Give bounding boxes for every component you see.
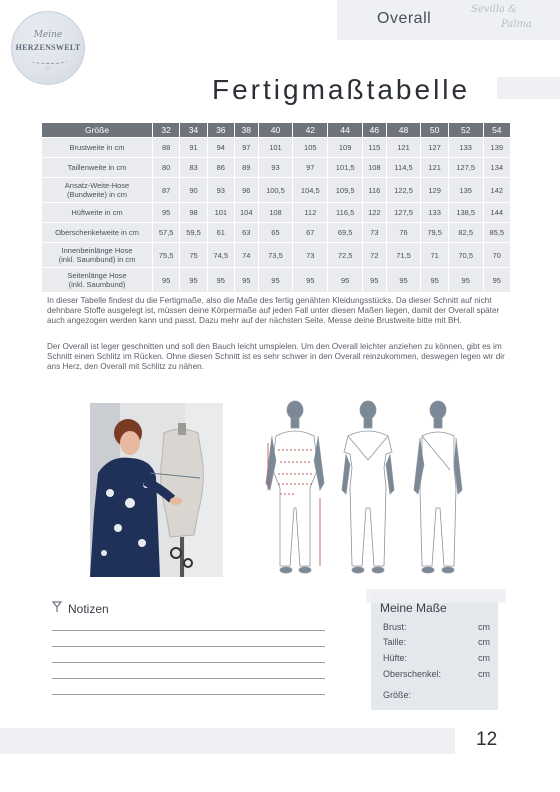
table-cell: 108 [259,203,293,222]
table-cell: 75,5 [153,243,179,267]
table-cell: 65 [259,223,293,242]
table-cell: 134 [484,158,510,177]
slit-paragraph: Der Overall ist leger geschnitten und soll den Bauch leicht umspielen. Um den Overall leichter anziehen zu können, gibt es im Schnitt einen Schlitz im Rücken. Ohne diesen Schnitt ist es sehr schwer in den Overall reinzukommen, deswegen legen wir dir ans Herz, den Overall mit Schlitz zu nähen. [47,342,505,372]
table-cell: 138,5 [449,203,483,222]
table-cell: 59,5 [180,223,206,242]
size-header: 52 [449,123,483,137]
table-cell: 91 [180,138,206,157]
size-header: 54 [484,123,510,137]
table-cell: 101,5 [328,158,362,177]
row-label-line: Innenbeinlänge Hose [61,246,133,255]
table-cell: 101 [208,203,234,222]
table-cell: 69,5 [328,223,362,242]
measurement-row[interactable] [383,669,490,679]
table-cell: 76 [387,223,421,242]
table-cell: 114,5 [387,158,421,177]
table-cell: 95 [363,268,386,292]
row-label-line: Oberschenkelweite in cm [55,228,139,237]
table-cell: 97 [293,158,327,177]
table-cell: 96 [235,178,258,202]
table-cell: 112 [293,203,327,222]
sewing-photo-graphic [90,403,223,577]
note-line[interactable] [52,662,325,663]
table-body [42,138,510,292]
table-cell: 127,5 [387,203,421,222]
table-cell: 104,5 [293,178,327,202]
table-cell: 72,5 [328,243,362,267]
front-figure [342,401,394,573]
row-label-line: Seitenlänge Hose [67,271,127,280]
note-line[interactable] [52,678,325,679]
note-line[interactable] [52,630,325,631]
table-cell: 95 [387,268,421,292]
brand-logo [11,11,85,85]
measurement-row[interactable] [383,622,490,632]
notes-header [52,601,109,616]
finished-measurements-table [41,122,511,293]
measurement-unit: cm [478,669,490,679]
heart-icon: ♡ [44,65,52,73]
table-cell: 67 [293,223,327,242]
overall-figure-drawings [258,398,473,578]
size-header: 36 [208,123,234,137]
table-cell: 90 [180,178,206,202]
table-cell: 95 [235,268,258,292]
table-cell: 97 [235,138,258,157]
table-cell: 70 [484,243,510,267]
row-label [42,243,152,267]
note-line[interactable] [52,646,325,647]
measurement-label: Größe: [383,690,412,700]
measurement-row[interactable] [383,637,490,647]
logo-line-1: Meine [33,30,63,40]
measurement-row[interactable] [383,690,490,700]
table-row [42,158,510,177]
size-header: 44 [328,123,362,137]
logo-dash [30,58,68,64]
table-cell: 73 [293,243,327,267]
table-cell: 74,5 [208,243,234,267]
table-cell: 116,5 [328,203,362,222]
table-cell: 127,5 [449,158,483,177]
row-label-line: Ansatz-Weite-Hose [64,181,130,190]
measurement-label: Oberschenkel: [383,669,442,679]
table-cell: 95 [421,268,447,292]
size-header: 46 [363,123,386,137]
size-header: 40 [259,123,293,137]
table-cell: 115 [363,138,386,157]
table-cell: 95 [293,268,327,292]
table-cell: 127 [421,138,447,157]
sewing-photo [90,403,223,577]
row-label [42,268,152,292]
table-cell: 63 [235,223,258,242]
intro-paragraph: In dieser Tabelle findest du die Fertigmaße, also die Maße des fertig genähten Kleidungsstücks. Da dieser Schnitt auf nicht dehnbare Stoffe ausgelegt ist, müssen deine Körpermaße auf jeden Fall unter diesen Maßen liegen, damit der Overall später auch angezogen werden kann und passt. Dazu mehr auf der nächsten Seite. Messe deine Brustweite bitte mit BH. [47,296,500,326]
table-cell: 100,5 [259,178,293,202]
size-header: 34 [180,123,206,137]
table-cell: 133 [449,138,483,157]
title-accent-bar [497,77,560,99]
table-cell: 80 [153,158,179,177]
header-panel [337,0,560,40]
table-cell: 142 [484,178,510,202]
table-cell: 70,5 [449,243,483,267]
row-label [42,178,152,202]
row-label [42,138,152,157]
size-column-header: Größe [42,123,152,137]
pattern-name: Overall [377,10,432,27]
table-cell: 116 [363,178,386,202]
back-figure [414,401,462,573]
variant-sevilla: Sevilla & [471,4,518,15]
notes-title: Notizen [68,602,109,616]
measurement-unit: cm [478,653,490,663]
notes-section [52,601,109,616]
table-cell: 83 [180,158,206,177]
table-cell: 93 [208,178,234,202]
table-cell: 139 [484,138,510,157]
table-cell: 95 [180,268,206,292]
table-cell: 57,5 [153,223,179,242]
table-row [42,178,510,202]
table-cell: 95 [153,268,179,292]
table-cell: 75 [180,243,206,267]
table-cell: 121 [387,138,421,157]
row-label [42,223,152,242]
table-cell: 73 [363,223,386,242]
table-cell: 95 [208,268,234,292]
size-header: 42 [293,123,327,137]
table-cell: 95 [484,268,510,292]
page-number: 12 [476,729,498,750]
table-cell: 74 [235,243,258,267]
row-label-line: (inkl. Saumbund) in cm [58,255,136,264]
table-cell: 108 [363,158,386,177]
variant-palma: Palma [501,19,532,30]
table-cell: 61 [208,223,234,242]
measurement-row[interactable] [383,653,490,663]
logo-line-2: HERZENSWELT [15,43,81,52]
table-cell: 101 [259,138,293,157]
table-cell: 95 [449,268,483,292]
note-line[interactable] [52,694,325,695]
table-row [42,268,510,292]
table-cell: 135 [449,178,483,202]
table-cell: 109 [328,138,362,157]
my-measurements-card [372,594,497,709]
table-cell: 95 [328,268,362,292]
size-header: 32 [153,123,179,137]
table-cell: 72 [363,243,386,267]
footer-bar [0,728,455,754]
measurement-label: Brust: [383,622,407,632]
table-cell: 129 [421,178,447,202]
pattern-variants [471,2,532,32]
table-cell: 144 [484,203,510,222]
table-row [42,203,510,222]
table-cell: 88 [153,138,179,157]
row-label [42,158,152,177]
table-cell: 71 [421,243,447,267]
row-label-line: (Bundweite) in cm [66,190,128,199]
table-cell: 122,5 [387,178,421,202]
table-cell: 89 [235,158,258,177]
table-cell: 95 [153,203,179,222]
row-label-line: (inkl. Saumbund) [68,280,126,289]
measurements-title: Meine Maße [380,601,447,615]
page-title: Fertigmaßtabelle [212,74,471,105]
figure-illustrations [258,398,473,578]
row-label-line: Hüftweite in cm [71,208,123,217]
measurement-label: Hüfte: [383,653,408,663]
table-row [42,243,510,267]
measurement-unit: cm [478,637,490,647]
pin-icon [52,601,64,616]
measurement-label: Taille: [383,637,407,647]
table-cell: 71,5 [387,243,421,267]
table-cell: 121 [421,158,447,177]
table-cell: 93 [259,158,293,177]
row-label-line: Taillenweite in cm [67,163,127,172]
measured-figure [266,401,324,573]
table-cell: 79,5 [421,223,447,242]
table-cell: 105 [293,138,327,157]
table-cell: 104 [235,203,258,222]
table-row [42,223,510,242]
table-cell: 109,5 [328,178,362,202]
table-cell: 85,5 [484,223,510,242]
table-cell: 87 [153,178,179,202]
table-cell: 73,5 [259,243,293,267]
table-row [42,138,510,157]
table-cell: 95 [259,268,293,292]
table-cell: 82,5 [449,223,483,242]
table-cell: 94 [208,138,234,157]
row-label [42,203,152,222]
measurement-unit: cm [478,622,490,632]
table-header-row [42,123,510,137]
table-cell: 98 [180,203,206,222]
size-header: 38 [235,123,258,137]
table-cell: 133 [421,203,447,222]
size-header: 48 [387,123,421,137]
size-header: 50 [421,123,447,137]
table-cell: 122 [363,203,386,222]
table-cell: 86 [208,158,234,177]
row-label-line: Brustweite in cm [69,143,125,152]
